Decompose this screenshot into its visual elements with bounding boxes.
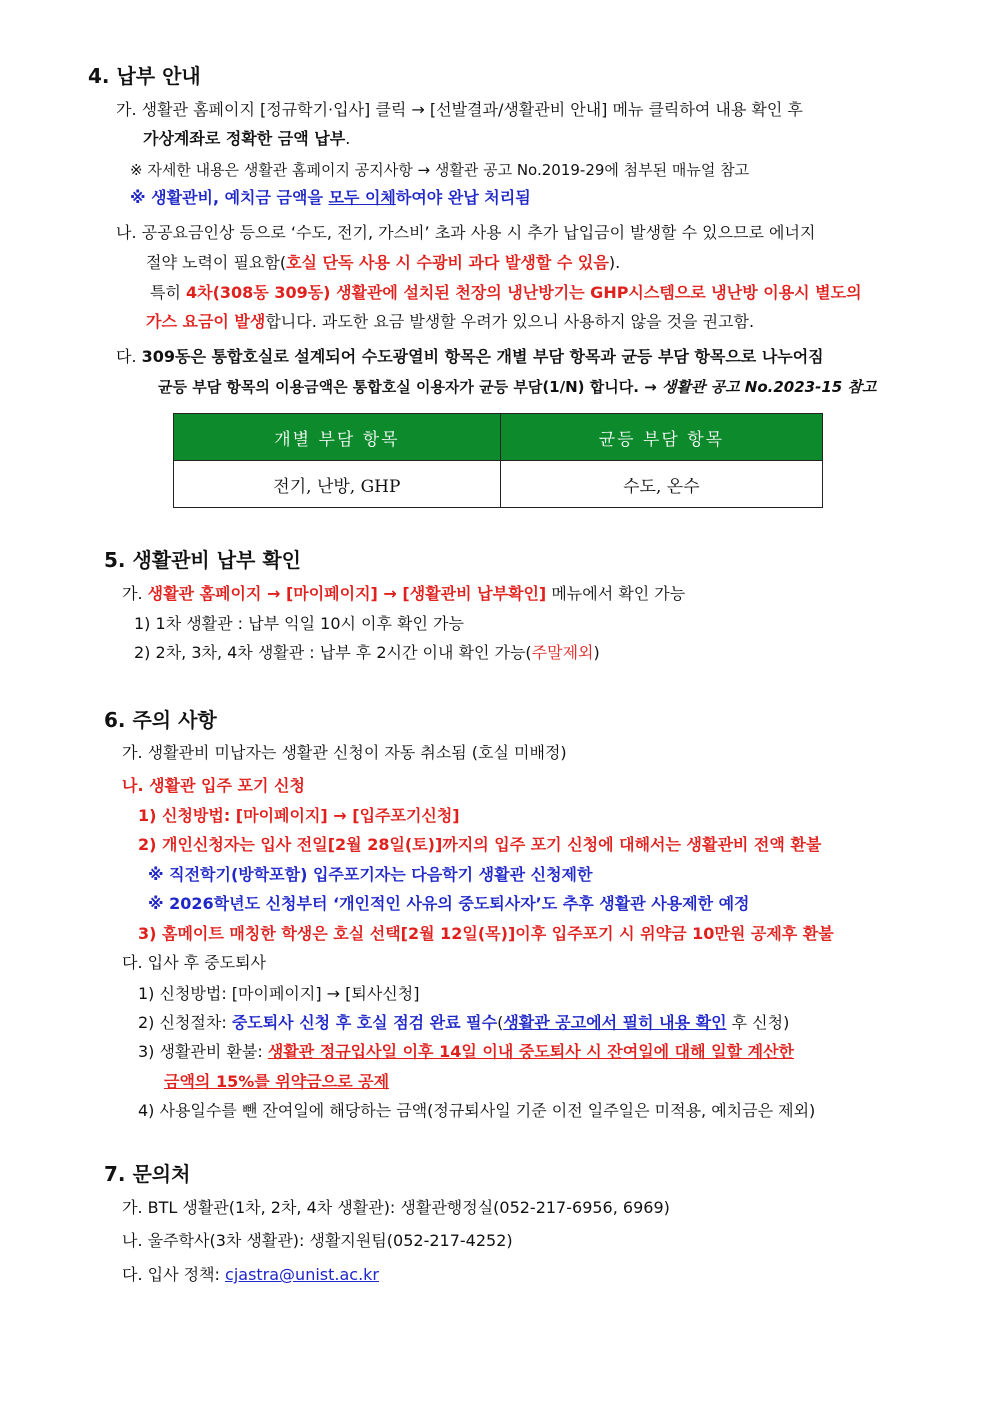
s7-ga: 가. BTL 생활관(1차, 2차, 4차 생활관): 생활관행정실(052-217-6956, 6969) <box>122 1198 670 1217</box>
s4-note2-underline: 모두 이체 <box>328 188 396 207</box>
s4-ga-line2 <box>143 128 350 150</box>
s4-da-2a: 균등 부담 항목의 이용금액은 통합호실 이용자가 균등 부담(1/N) 합니다. → <box>158 378 662 396</box>
table-header-row <box>174 414 823 461</box>
s6-na-item3: 3) 홈메이트 매칭한 학생은 호실 선택[2월 12일(목)]이후 입주포기 시 위약금 10만원 공제후 환불 <box>138 924 834 943</box>
s6-na-item1: 1) 신청방법: [마이페이지] → [입주포기신청] <box>138 806 460 825</box>
s5-item2 <box>134 642 600 664</box>
table-cell-individual: 전기, 난방, GHP <box>174 461 501 508</box>
s6-na: 나. 생활관 입주 포기 신청 <box>122 776 305 795</box>
s6-na-item2: 2) 개인신청자는 입사 전일[2월 28일(토)]까지의 입주 포기 신청에 대해서는 생활관비 전액 환불 <box>138 835 822 854</box>
table-row <box>174 461 823 508</box>
table-header-shared: 균등 부담 항목 <box>500 414 822 461</box>
s7-da-label: 다. 입사 정책: <box>122 1265 226 1284</box>
s5-item2-c: ) <box>593 643 600 662</box>
s4-da-line2 <box>158 376 876 398</box>
s6-da2-c: ( <box>497 1013 504 1032</box>
s6-da3-a: 3) 생활관비 환불: <box>138 1042 268 1061</box>
contact-email-link[interactable]: cjastra@unist.ac.kr <box>225 1265 380 1284</box>
s6-da-item4: 4) 사용일수를 뺀 잔여일에 해당하는 금액(정규퇴사일 기준 이전 일주일은 미적용, 예치금은 제외) <box>138 1101 816 1120</box>
s7-da <box>122 1264 379 1286</box>
s6-da2-b: 중도퇴사 신청 후 호실 점검 완료 필수 <box>231 1013 498 1032</box>
s6-da-item3 <box>138 1041 794 1063</box>
s5-ga-b: 생활관 홈페이지 → [마이페이지] → [생활관비 납부확인] <box>147 584 547 603</box>
section-6-heading: 6. 주의 사항 <box>104 708 217 732</box>
s6-da2-e: 후 신청) <box>726 1013 790 1032</box>
s6-ga: 가. 생활관비 미납자는 생활관 신청이 자동 취소됨 (호실 미배정) <box>122 743 567 762</box>
s4-ga-period: . <box>345 129 351 148</box>
table-cell-shared: 수도, 온수 <box>500 461 822 508</box>
s4-da-line1 <box>116 346 824 368</box>
section-7-heading: 7. 문의처 <box>104 1162 191 1186</box>
s4-note2-a: ※ 생활관비, 예치금 금액을 <box>130 188 329 207</box>
s6-da2-d: 생활관 공고에서 필히 내용 확인 <box>503 1013 727 1032</box>
s6-note2: ※ 2026학년도 신청부터 ‘개인적인 사유의 중도퇴사자’도 추후 생활관 사용제한 예정 <box>148 894 750 913</box>
s4-na-2b: 호실 단독 사용 시 수광비 과다 발생할 수 있음 <box>286 253 609 272</box>
s4-na-2c: ). <box>608 253 621 272</box>
s4-na-4a: 가스 요금이 발생 <box>146 312 266 331</box>
s5-item1: 1) 1차 생활관 : 납부 익일 10시 이후 확인 가능 <box>134 614 464 633</box>
s5-item2-a: 2) 2차, 3차, 4차 생활관 : 납부 후 2시간 이내 확인 가능( <box>134 643 532 662</box>
s4-na-line3 <box>150 282 862 304</box>
fee-category-table <box>173 413 823 508</box>
s6-note1: ※ 직전학기(방학포함) 입주포기자는 다음학기 생활관 신청제한 <box>148 865 593 884</box>
section-4-heading: 4. 납부 안내 <box>88 64 201 88</box>
s6-da-item1: 1) 신청방법: [마이페이지] → [퇴사신청] <box>138 984 420 1003</box>
s4-note2 <box>130 187 531 209</box>
s6-da-item3-cont: 금액의 15%를 위약금으로 공제 <box>164 1072 390 1091</box>
s5-ga-a: 가. <box>122 584 148 603</box>
s4-da-2b: 생활관 공고 No.2023-15 참고 <box>661 378 877 396</box>
s4-ga-line1: 가. 생활관 홈페이지 [정규학기·입사] 클릭 → [선발결과/생활관비 안내] 메뉴 클릭하여 내용 확인 후 <box>116 100 803 119</box>
s4-na-line2 <box>146 252 620 274</box>
s4-note1: ※ 자세한 내용은 생활관 홈페이지 공지사항 → 생활관 공고 No.2019-29에 첨부된 매뉴얼 참고 <box>130 161 750 179</box>
s4-ga-bold: 가상계좌로 정확한 금액 납부 <box>143 129 346 148</box>
s4-da-1a: 다. <box>116 347 142 366</box>
s5-ga <box>122 583 685 605</box>
s6-da-item2 <box>138 1012 789 1034</box>
s7-na: 나. 울주학사(3차 생활관): 생활지원팀(052-217-4252) <box>122 1231 513 1250</box>
s4-da-1b: 309동은 통합호실로 설계되어 수도광열비 항목은 개별 부담 항목과 균등 부담 항목으로 나누어짐 <box>141 347 824 366</box>
s6-da2-a: 2) 신청절차: <box>138 1013 232 1032</box>
s6-da3-b: 생활관 정규입사일 이후 14일 이내 중도퇴사 시 잔여일에 대해 일할 계산한 <box>267 1042 795 1061</box>
s4-na-line1: 나. 공공요금인상 등으로 ‘수도, 전기, 가스비’ 초과 사용 시 추가 납입금이 발생할 수 있으므로 에너지 <box>116 223 816 242</box>
s6-da: 다. 입사 후 중도퇴사 <box>122 953 266 972</box>
s4-na-line4 <box>146 311 754 333</box>
table-header-individual: 개별 부담 항목 <box>174 414 501 461</box>
s4-note2-c: 하여야 완납 처리됨 <box>395 188 531 207</box>
section-5-heading: 5. 생활관비 납부 확인 <box>104 548 301 572</box>
s5-ga-c: 메뉴에서 확인 가능 <box>546 584 686 603</box>
s4-na-3b: 4차(308동 309동) 생활관에 설치된 천장의 냉난방기는 GHP시스템으로 냉난방 이용시 별도의 <box>186 283 862 302</box>
s4-na-3a: 특히 <box>150 283 186 302</box>
s5-item2-b: 주말제외 <box>531 643 594 662</box>
s4-na-2a: 절약 노력이 필요함( <box>146 253 287 272</box>
s4-na-4b: 합니다. 과도한 요금 발생할 우려가 있으니 사용하지 않을 것을 권고함. <box>265 312 755 331</box>
